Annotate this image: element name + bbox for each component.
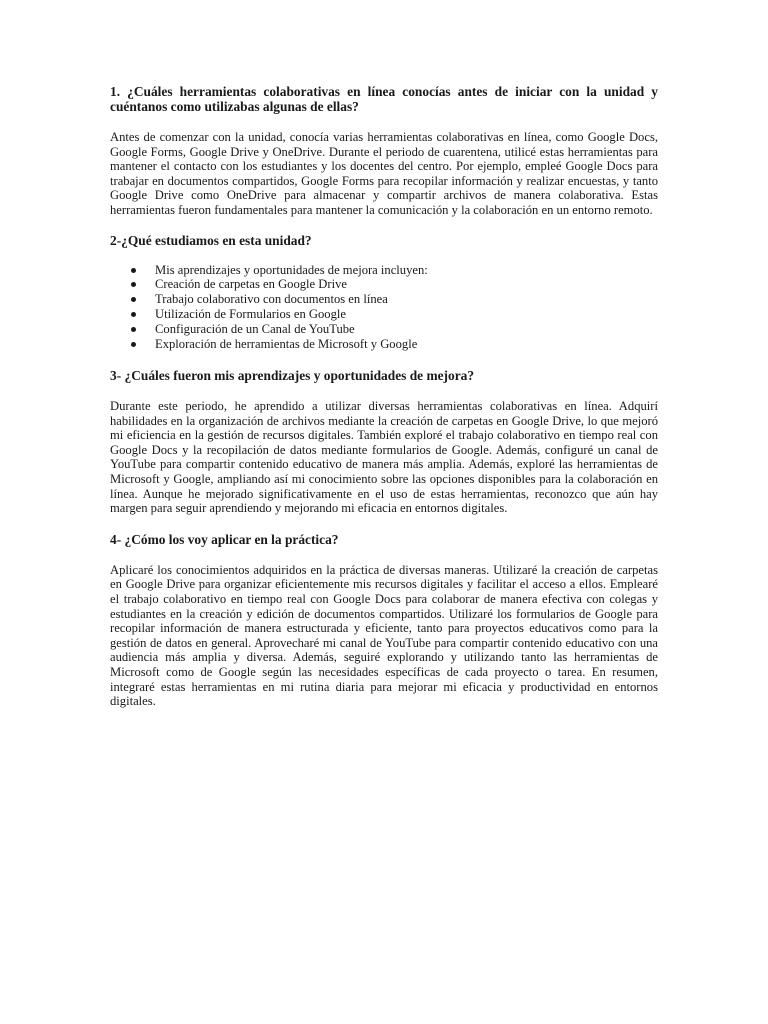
list-item-text: Configuración de un Canal de YouTube [155,322,355,337]
list-item [110,307,658,322]
list-item [110,277,658,292]
topics-list [110,263,658,352]
bullet-icon [131,282,136,287]
list-item-text: Exploración de herramientas de Microsoft y Google [155,337,418,352]
question-3-heading: 3- ¿Cuáles fueron mis aprendizajes y oportunidades de mejora? [110,368,475,383]
bullet-icon [131,312,136,317]
document-page [110,84,658,709]
list-item [110,322,658,337]
list-item-text: Creación de carpetas en Google Drive [155,277,347,292]
list-item [110,263,658,278]
bullet-icon [131,297,136,302]
question-3-answer: Durante este periodo, he aprendido a utilizar diversas herramientas colaborativas en línea. Adquirí habilidades en la organización de archivos mediante la creación de carpetas en Google Drive, lo que mejoró mi eficiencia en la gestión de recursos digitales. También exploré el trabajo colaborativo en tiempo real con Google Docs y la recopilación de datos mediante formularios de Google. Además, configuré un canal de YouTube para compartir contenido educativo de manera más amplia. Además, exploré las herramientas de Microsoft y Google, ampliando así mi conocimiento sobre las opciones disponibles para la colaboración en línea. Aunque he mejorado significativamente en el uso de estas herramientas, reconozco que aún hay margen para seguir aprendiendo y mejorando mi eficacia en entornos digitales. [110,399,658,516]
bullet-icon [131,342,136,347]
question-1-answer: Antes de comenzar con la unidad, conocía varias herramientas colaborativas en línea, como Google Docs, Google Forms, Google Drive y OneDrive. Durante el periodo de cuarentena, utilicé estas herramientas para mantener el contacto con los estudiantes y los docentes del centro. Por ejemplo, empleé Google Docs para trabajar en documentos compartidos, Google Forms para recopilar información y realizar encuestas, y tanto Google Drive como OneDrive para almacenar y compartir archivos de manera colaborativa. Estas herramientas fueron fundamentales para mantener la comunicación y la colaboración en un entorno remoto. [110,130,658,217]
list-item [110,337,658,352]
bullet-icon [131,268,136,273]
question-4-answer: Aplicaré los conocimientos adquiridos en la práctica de diversas maneras. Utilizaré la creación de carpetas en Google Drive para organizar eficientemente mis recursos digitales y facilitar el acceso a ellos. Emplearé el trabajo colaborativo en tiempo real con Google Docs para colaborar de manera efectiva con colegas y estudiantes en la creación y edición de documentos compartidos. Utilizaré los formularios de Google para recopilar información de manera estructurada y eficiente, tanto para proyectos educativos como para la gestión de datos en general. Aprovecharé mi canal de YouTube para compartir contenido educativo con una audiencia más amplia y diversa. Además, seguiré explorando y utilizando tanto las herramientas de Microsoft como de Google según las necesidades específicas de cada proyecto o tarea. En resumen, integraré estas herramientas en mi rutina diaria para mejorar mi eficacia y productividad en entornos digitales. [110,562,658,709]
bullet-icon [131,327,136,332]
list-item-text: Mis aprendizajes y oportunidades de mejora incluyen: [155,262,428,277]
question-2-heading: 2-¿Qué estudiamos en esta unidad? [110,232,312,248]
question-4-heading: 4- ¿Cómo los voy aplicar en la práctica? [110,531,339,547]
list-item-text: Trabajo colaborativo con documentos en línea [155,292,388,307]
list-item-text: Utilización de Formularios en Google [155,307,346,322]
list-item [110,292,658,307]
question-1-heading: 1. ¿Cuáles herramientas colaborativas en línea conocías antes de iniciar con la unidad y cuéntanos como utilizabas algunas de ellas? [110,84,658,114]
